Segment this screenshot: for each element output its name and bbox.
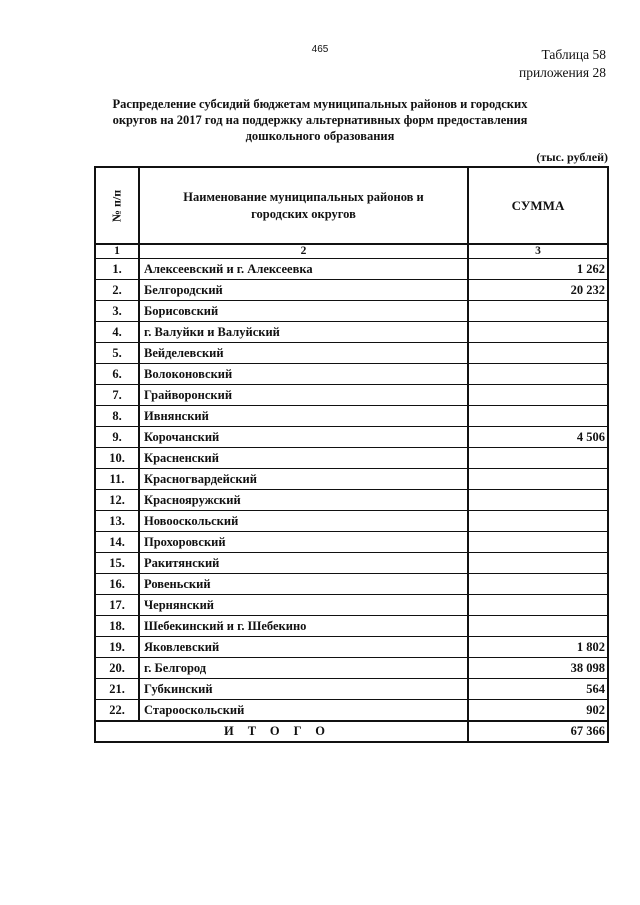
table-row: [95, 616, 608, 637]
table-row: [95, 322, 608, 343]
row-name: г. Валуйки и Валуйский: [139, 322, 468, 343]
row-number: 13.: [95, 511, 139, 532]
reference-line-2: приложения 28: [518, 65, 606, 80]
row-sum: [468, 385, 608, 406]
table-row: [95, 280, 608, 301]
row-name: Грайворонский: [139, 385, 468, 406]
column-number-2: 2: [139, 244, 468, 259]
row-name: Краснояружский: [139, 490, 468, 511]
row-number: 7.: [95, 385, 139, 406]
row-name: Ровеньский: [139, 574, 468, 595]
document-title: Распределение субсидий бюджетам муниципальных районов и городских округов на 2017 год на поддержку альтернативных форм предоставления дошкольного образования: [112, 97, 528, 143]
row-name: Новооскольский: [139, 511, 468, 532]
table-row: [95, 259, 608, 280]
row-number: 3.: [95, 301, 139, 322]
row-name: Ракитянский: [139, 553, 468, 574]
row-number: 9.: [95, 427, 139, 448]
column-number-3: 3: [468, 244, 608, 259]
table-row: [95, 448, 608, 469]
header-number-cell: [95, 167, 139, 244]
row-number: 18.: [95, 616, 139, 637]
row-sum: 1 802: [468, 637, 608, 658]
total-row: [95, 721, 608, 742]
row-name: Чернянский: [139, 595, 468, 616]
table-row: [95, 364, 608, 385]
row-sum: [468, 448, 608, 469]
row-sum: [468, 406, 608, 427]
column-numbers-row: [95, 244, 608, 259]
row-name: Вейделевский: [139, 343, 468, 364]
table-row: [95, 658, 608, 679]
table-row: [95, 574, 608, 595]
row-number: 8.: [95, 406, 139, 427]
row-sum: 1 262: [468, 259, 608, 280]
units-label: (тыс. рублей): [536, 150, 608, 164]
row-number: 17.: [95, 595, 139, 616]
row-number: 5.: [95, 343, 139, 364]
table-row: [95, 427, 608, 448]
row-number: 2.: [95, 280, 139, 301]
table-row: [95, 490, 608, 511]
row-name: Шебекинский и г. Шебекино: [139, 616, 468, 637]
row-number: 21.: [95, 679, 139, 700]
row-sum: 564: [468, 679, 608, 700]
table-row: [95, 511, 608, 532]
row-number: 19.: [95, 637, 139, 658]
row-name: Красненский: [139, 448, 468, 469]
row-name: Старооскольский: [139, 700, 468, 722]
row-name: Борисовский: [139, 301, 468, 322]
row-sum: [468, 490, 608, 511]
total-label: ИТОГО: [95, 721, 468, 742]
column-number-1: 1: [95, 244, 139, 259]
row-sum: [468, 364, 608, 385]
row-sum: [468, 532, 608, 553]
table-row: [95, 469, 608, 490]
row-number: 20.: [95, 658, 139, 679]
row-number: 16.: [95, 574, 139, 595]
row-number: 6.: [95, 364, 139, 385]
table-row: [95, 679, 608, 700]
row-name: Волоконовский: [139, 364, 468, 385]
table-row: [95, 595, 608, 616]
row-number: 10.: [95, 448, 139, 469]
row-name: Яковлевский: [139, 637, 468, 658]
row-sum: [468, 469, 608, 490]
row-name: Прохоровский: [139, 532, 468, 553]
table-reference: [519, 46, 606, 82]
table-header-row: [95, 167, 608, 244]
reference-line-1: Таблица 58: [541, 47, 606, 62]
table-row: [95, 637, 608, 658]
table-row: [95, 301, 608, 322]
row-name: г. Белгород: [139, 658, 468, 679]
row-sum: [468, 574, 608, 595]
row-sum: [468, 595, 608, 616]
page-number: 465: [311, 44, 329, 55]
subsidy-table: [94, 166, 609, 743]
row-name: Алексеевский и г. Алексеевка: [139, 259, 468, 280]
row-sum: [468, 553, 608, 574]
table-row: [95, 700, 608, 722]
row-sum: 38 098: [468, 658, 608, 679]
row-sum: [468, 616, 608, 637]
header-number: № п/п: [109, 189, 124, 222]
row-sum: [468, 511, 608, 532]
row-number: 14.: [95, 532, 139, 553]
row-sum: [468, 322, 608, 343]
table-row: [95, 532, 608, 553]
row-number: 22.: [95, 700, 139, 722]
row-name: Губкинский: [139, 679, 468, 700]
row-name: Корочанский: [139, 427, 468, 448]
row-number: 15.: [95, 553, 139, 574]
total-sum: 67 366: [468, 721, 608, 742]
row-number: 12.: [95, 490, 139, 511]
row-name: Красногвардейский: [139, 469, 468, 490]
row-sum: 20 232: [468, 280, 608, 301]
table-row: [95, 553, 608, 574]
header-name: Наименование муниципальных районов и городских округов: [139, 167, 468, 244]
row-sum: [468, 301, 608, 322]
row-number: 1.: [95, 259, 139, 280]
row-name: Ивнянский: [139, 406, 468, 427]
row-number: 11.: [95, 469, 139, 490]
row-name: Белгородский: [139, 280, 468, 301]
table-row: [95, 406, 608, 427]
table-row: [95, 343, 608, 364]
row-sum: [468, 343, 608, 364]
header-sum: СУММА: [468, 167, 608, 244]
row-number: 4.: [95, 322, 139, 343]
table-row: [95, 385, 608, 406]
row-sum: 4 506: [468, 427, 608, 448]
row-sum: 902: [468, 700, 608, 722]
